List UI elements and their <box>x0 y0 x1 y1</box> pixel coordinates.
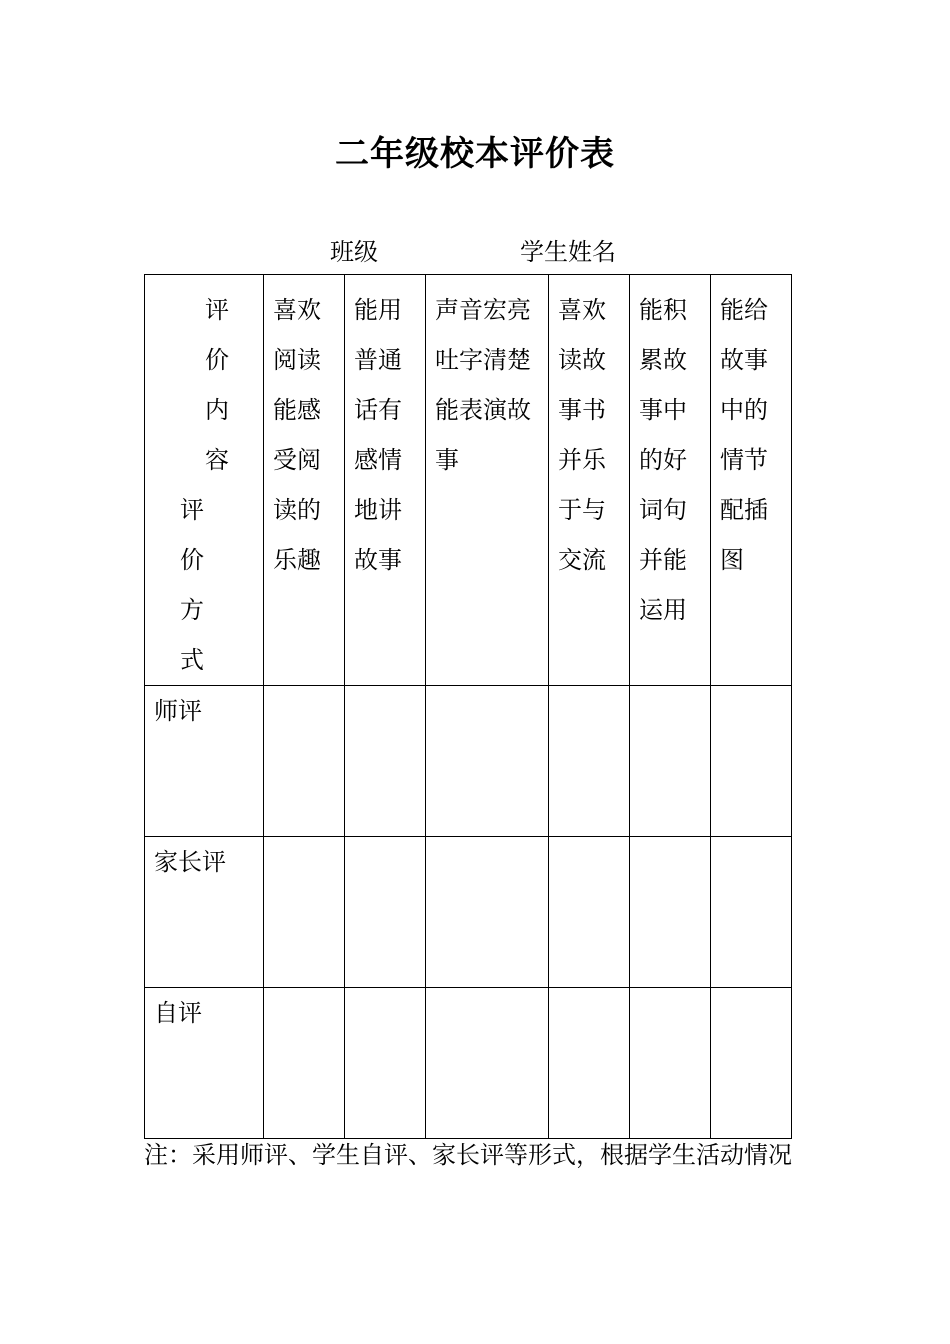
corner-char: 价 <box>180 546 204 574</box>
corner-char: 容 <box>205 446 229 474</box>
corner-char: 评 <box>180 496 204 524</box>
evaluation-table <box>144 274 792 1139</box>
column-header: 喜欢读故事书并乐于与交流 <box>549 275 630 686</box>
row-label: 自评 <box>145 988 264 1139</box>
column-header: 能用普通话有感情地讲故事 <box>345 275 426 686</box>
score-cell[interactable] <box>711 837 792 988</box>
score-cell[interactable] <box>426 988 549 1139</box>
score-cell[interactable] <box>345 686 426 837</box>
row-label: 家长评 <box>145 837 264 988</box>
table-row <box>145 686 792 837</box>
score-cell[interactable] <box>426 686 549 837</box>
score-cell[interactable] <box>630 837 711 988</box>
table-row <box>145 837 792 988</box>
score-cell[interactable] <box>711 988 792 1139</box>
score-cell[interactable] <box>711 686 792 837</box>
corner-char: 价 <box>205 346 229 374</box>
score-cell[interactable] <box>264 837 345 988</box>
corner-char: 内 <box>205 396 229 424</box>
column-header: 喜欢阅读能感受阅读的乐趣 <box>264 275 345 686</box>
class-label: 班级 <box>330 238 378 266</box>
table-row <box>145 988 792 1139</box>
page-title: 二年级校本评价表 <box>335 134 615 174</box>
score-cell[interactable] <box>630 686 711 837</box>
row-label: 师评 <box>145 686 264 837</box>
column-header: 声音宏亮吐字清楚能表演故事 <box>426 275 549 686</box>
score-cell[interactable] <box>426 837 549 988</box>
score-cell[interactable] <box>549 837 630 988</box>
column-header: 能给故事中的情节配插图 <box>711 275 792 686</box>
score-cell[interactable] <box>345 988 426 1139</box>
corner-header-cell <box>145 275 264 686</box>
footnote: 注：采用师评、学生自评、家长评等形式，根据学生活动情况 <box>144 1141 792 1169</box>
header-row <box>145 275 792 686</box>
score-cell[interactable] <box>549 686 630 837</box>
column-header: 能积累故事中的好词句并能运用 <box>630 275 711 686</box>
student-name-label: 学生姓名 <box>520 238 616 266</box>
score-cell[interactable] <box>630 988 711 1139</box>
corner-char: 方 <box>180 596 204 624</box>
score-cell[interactable] <box>549 988 630 1139</box>
score-cell[interactable] <box>264 988 345 1139</box>
corner-char: 式 <box>180 646 204 674</box>
corner-char: 评 <box>205 296 229 324</box>
score-cell[interactable] <box>264 686 345 837</box>
score-cell[interactable] <box>345 837 426 988</box>
